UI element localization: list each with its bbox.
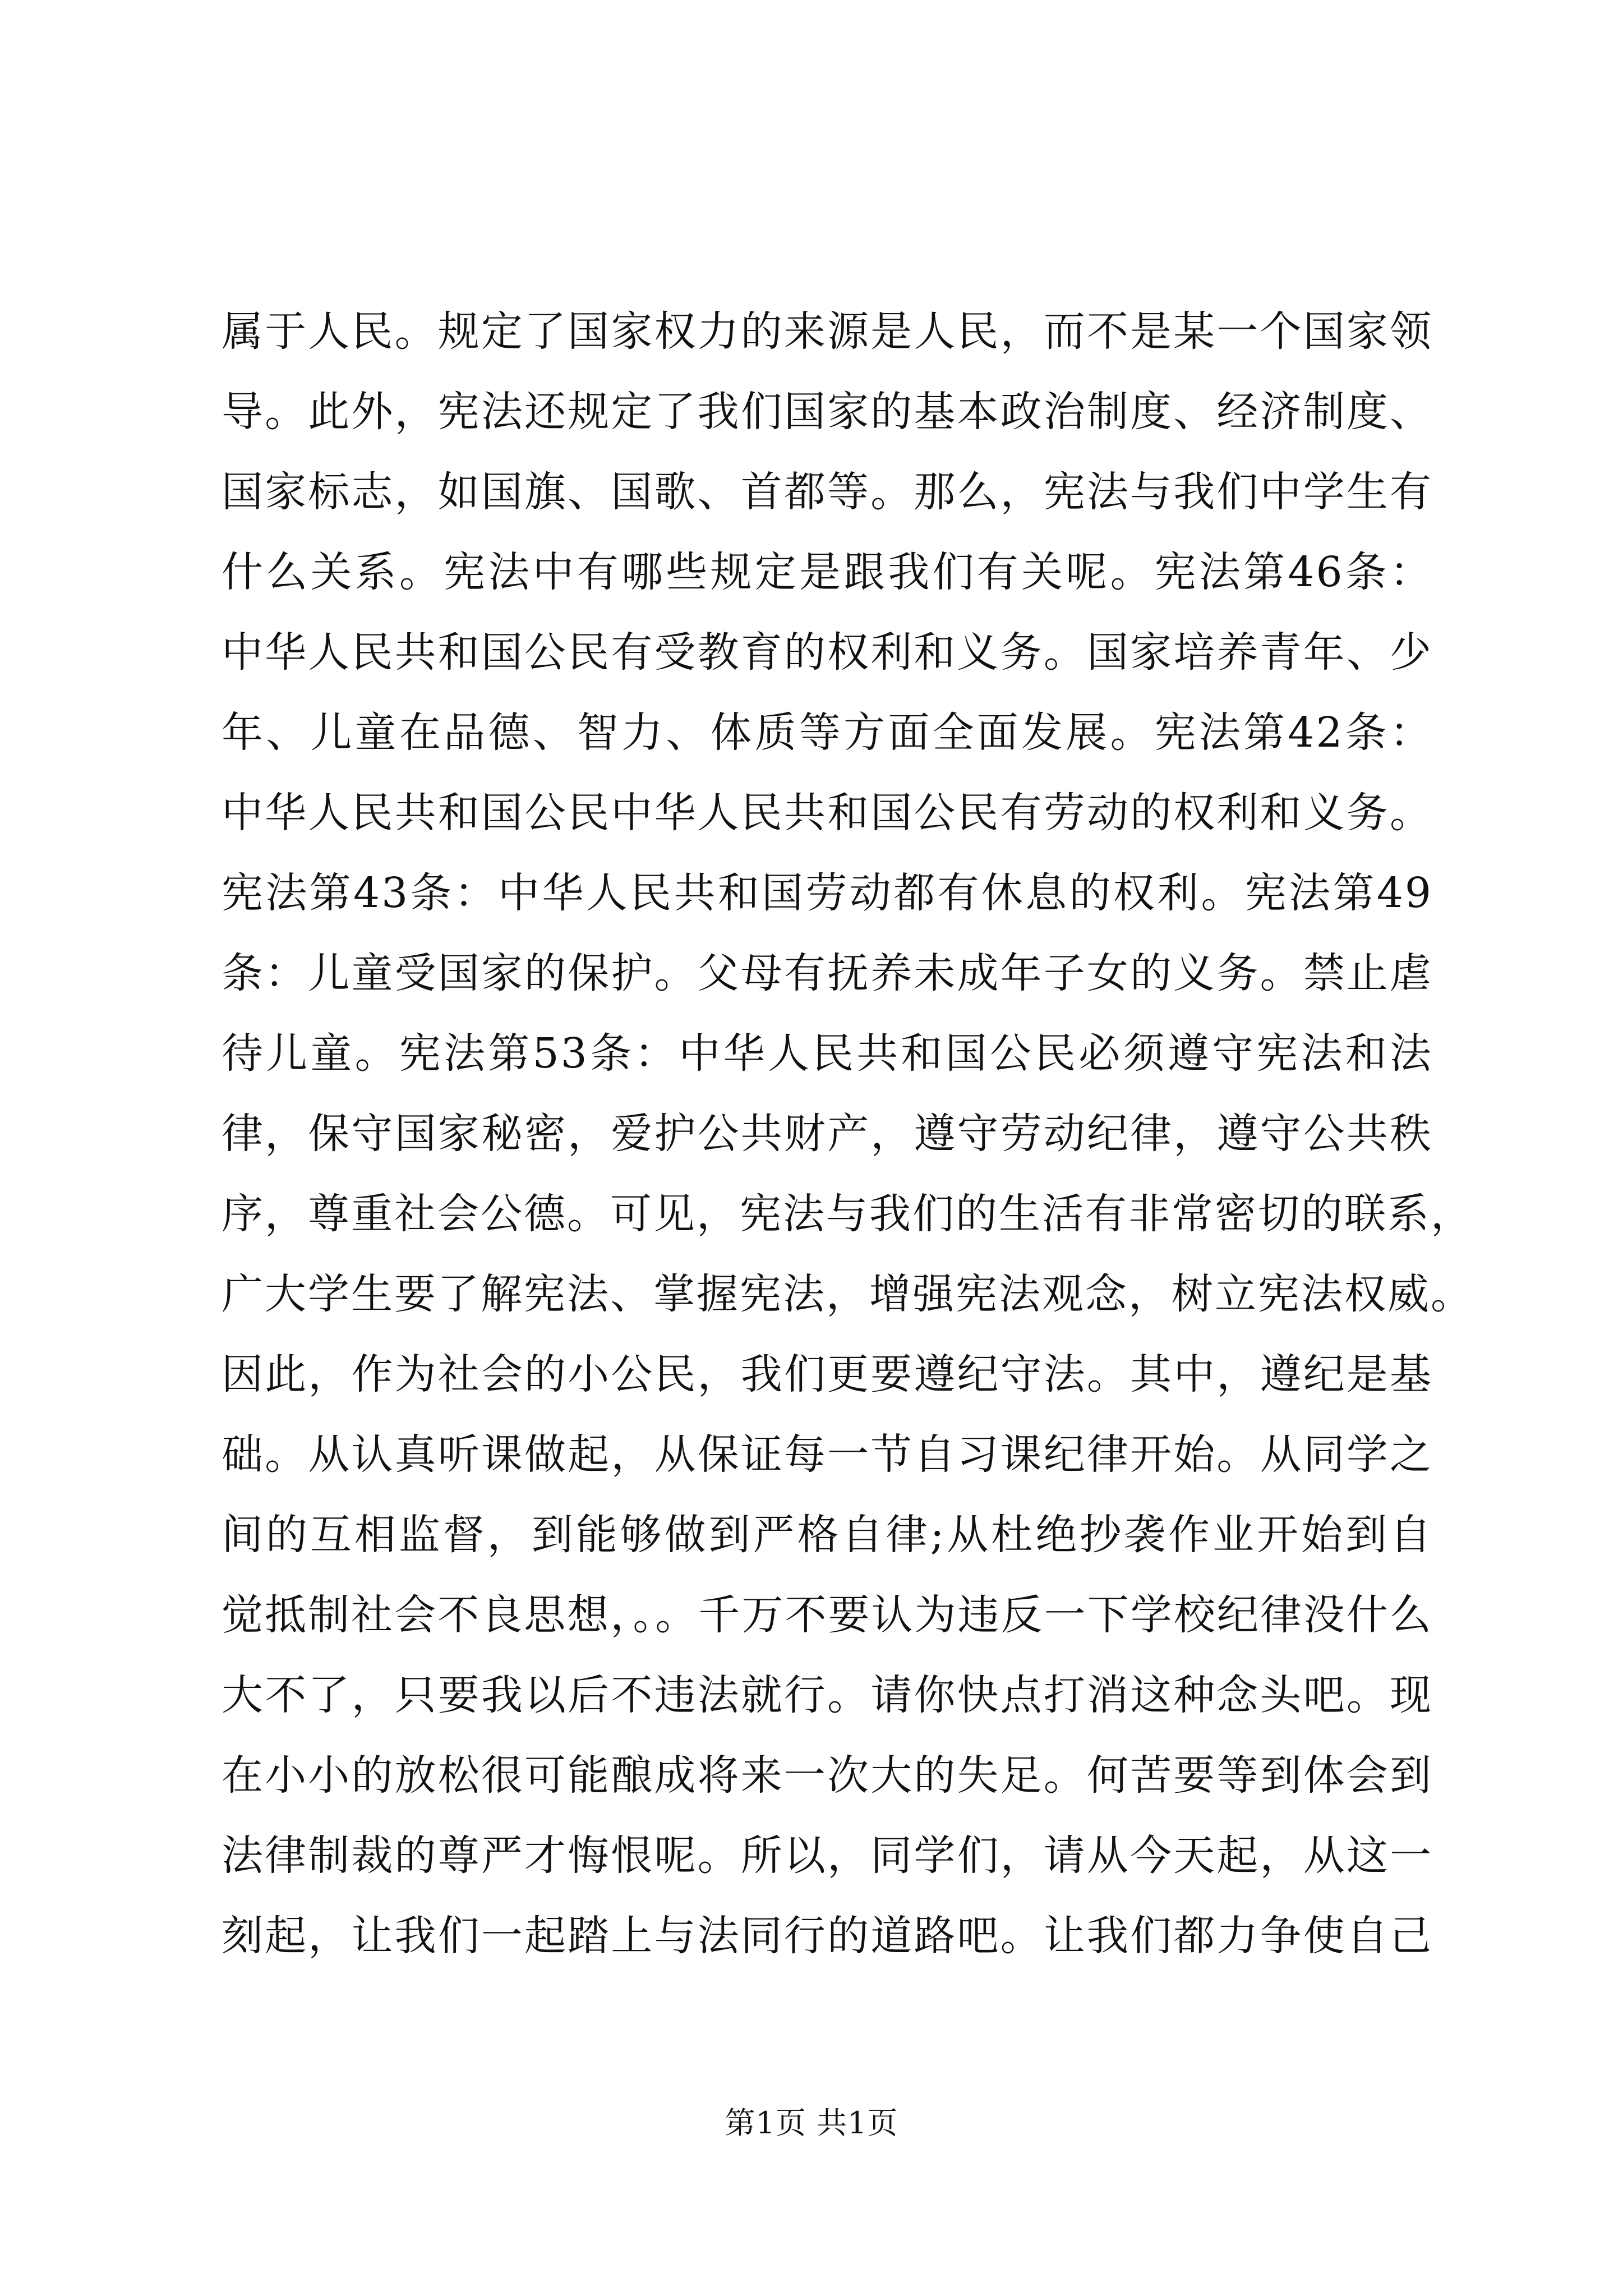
text-line: 在小小的放松很可能酿成将来一次大的失足。何苦要等到体会到 <box>222 1751 1433 1800</box>
text-line: 广大学生要了解宪法、掌握宪法，增强宪法观念，树立宪法权威。 <box>222 1270 1474 1318</box>
text-line: 中华人民共和国公民中华人民共和国公民有劳动的权利和义务。 <box>222 789 1433 837</box>
text-line: 间的互相监督，到能够做到严格自律;从杜绝抄袭作业开始到自 <box>222 1511 1433 1559</box>
text-line: 属于人民。规定了国家权力的来源是人民，而不是某一个国家领 <box>222 307 1433 356</box>
page-indicator: 第1页 共1页 <box>725 2105 898 2141</box>
text-line: 待儿童。宪法第53条：中华人民共和国公民必须遵守宪法和法 <box>222 1029 1433 1078</box>
text-line: 序，尊重社会公德。可见，宪法与我们的生活有非常密切的联系， <box>222 1190 1474 1238</box>
text-line: 条：儿童受国家的保护。父母有抚养未成年子女的义务。禁止虐 <box>222 949 1433 997</box>
page-footer <box>0 2104 1623 2143</box>
text-line: 大不了，只要我以后不违法就行。请你快点打消这种念头吧。现 <box>222 1671 1433 1719</box>
text-line: 因此，作为社会的小公民，我们更要遵纪守法。其中，遵纪是基 <box>222 1350 1433 1398</box>
text-line: 法律制裁的尊严才悔恨呢。所以，同学们，请从今天起，从这一 <box>222 1832 1433 1880</box>
text-line: 国家标志，如国旗、国歌、首都等。那么，宪法与我们中学生有 <box>222 468 1433 516</box>
text-line: 觉抵制社会不良思想，。。千万不要认为违反一下学校纪律没什么 <box>222 1591 1433 1639</box>
text-line: 中华人民共和国公民有受教育的权利和义务。国家培养青年、少 <box>222 628 1433 677</box>
text-line: 导。此外，宪法还规定了我们国家的基本政治制度、经济制度、 <box>222 388 1433 436</box>
body-text <box>222 292 1474 1976</box>
text-line: 刻起，让我们一起踏上与法同行的道路吧。让我们都力争使自己 <box>222 1912 1433 1960</box>
text-line: 宪法第43条：中华人民共和国劳动都有休息的权利。宪法第49 <box>222 869 1433 917</box>
text-line: 年、儿童在品德、智力、体质等方面全面发展。宪法第42条： <box>222 708 1433 757</box>
text-line: 什么关系。宪法中有哪些规定是跟我们有关呢。宪法第46条： <box>222 548 1433 596</box>
text-line: 础。从认真听课做起，从保证每一节自习课纪律开始。从同学之 <box>222 1430 1433 1479</box>
text-line: 律，保守国家秘密，爱护公共财产，遵守劳动纪律，遵守公共秩 <box>222 1110 1433 1158</box>
